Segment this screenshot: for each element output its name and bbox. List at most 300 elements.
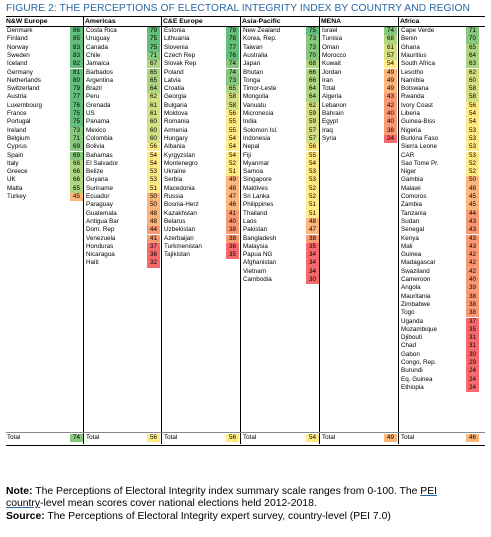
table-row [400,69,479,77]
region-total-score: 56 [147,434,160,442]
country-name: Belize [86,168,104,176]
country-name: Mauritania [401,292,431,300]
table-row [6,110,83,118]
country-name: Singapore [243,176,272,184]
table-row [321,93,397,101]
pei-score: 49 [384,85,397,93]
pei-score: 35 [226,251,239,259]
table-row [6,152,83,160]
country-name: Taiwan [243,43,263,51]
region-total-score: 56 [226,434,239,442]
pei-score: 37 [147,243,160,251]
pei-score: 43 [384,93,397,101]
country-name: Niger [401,168,417,176]
total-label: Total [322,434,336,441]
pei-score: 46 [226,201,239,209]
table-row [242,102,319,110]
table-row [163,218,239,226]
country-name: Argentina [86,76,113,84]
country-name: Costa Rica [86,27,117,34]
country-name: Micronesia [243,110,274,117]
table-row [400,110,479,118]
table-row [85,35,160,43]
pei-score: 53 [466,135,479,143]
country-name: France [7,110,27,117]
country-name: Portugal [7,118,31,126]
country-name: Kyrgyzstan [164,151,196,159]
pei-score: 54 [226,152,239,160]
country-name: Korea, Rep. [243,35,277,43]
table-row [242,152,319,160]
pei-score: 38 [226,235,239,243]
pei-score: 43 [466,235,479,243]
country-name: Rwanda [401,93,425,101]
pei-score: 24 [466,367,479,375]
country-name: Mexico [86,126,106,134]
pei-score: 67 [147,60,160,68]
table-row [400,301,479,309]
pei-score: 71 [466,27,479,35]
table-row [163,160,239,168]
country-name: Tajikistan [164,251,190,259]
pei-score: 61 [147,110,160,118]
table-row [400,251,479,259]
table-row [6,168,83,176]
table-row [400,152,479,160]
pei-score: 38 [306,235,319,243]
country-name: Uganda [401,317,424,325]
table-row [85,60,160,68]
country-name: South Africa [401,60,435,68]
table-row [163,35,239,43]
country-name: Nicaragua [86,251,115,259]
country-name: New Zealand [243,27,281,34]
country-name: Germany [7,68,33,76]
pei-score: 53 [466,127,479,135]
table-row [242,160,319,168]
country-name: Luxembourg [7,101,43,109]
note-text-3: -level mean scores cover national elections held 2012-2018. [40,498,317,510]
pei-score: 31 [466,342,479,350]
country-name: Serbia [164,176,183,184]
country-name: Tonga [243,76,261,84]
pei-score: 76 [226,52,239,60]
pei-score: 58 [226,102,239,110]
total-label: Total [401,434,415,441]
country-name: Ireland [7,126,27,134]
table-row [6,69,83,77]
country-name: Slovak Rep [164,60,197,68]
country-name: Suriname [86,184,113,192]
country-name: Spain [7,151,24,159]
pei-score: 64 [306,93,319,101]
pei-score: 75 [147,44,160,52]
pei-score: 75 [70,110,83,118]
pei-score: 79 [70,85,83,93]
pei-score: 65 [147,77,160,85]
country-name: Philippines [243,201,274,209]
pei-score: 86 [70,27,83,35]
pei-score: 43 [466,243,479,251]
pei-score: 80 [70,77,83,85]
table-row [6,193,83,201]
country-name: Guatemala [86,209,117,217]
country-name: Barbados [86,68,113,76]
country-name: Afghanistan [243,259,277,267]
pei-score: 83 [70,44,83,52]
country-name: Romania [164,118,190,126]
pei-score: 66 [306,69,319,77]
pei-score: 68 [70,160,83,168]
region-column-2 [163,17,239,432]
table-row [321,35,397,43]
table-row [85,251,160,259]
table-row [6,102,83,110]
country-name: Georgia [164,93,187,101]
table-row [400,367,479,375]
table-row [163,27,239,35]
table-row [85,193,160,201]
region-total-score: 54 [306,434,319,442]
pei-score: 61 [384,44,397,52]
table-row [85,210,160,218]
table-row [6,176,83,184]
table-row [400,35,479,43]
table-row [321,110,397,118]
country-name: Iran [322,76,333,84]
country-name: Ethiopia [401,383,424,391]
table-row [242,35,319,43]
pei-score: 24 [466,384,479,392]
pei-score: 65 [226,85,239,93]
pei-score: 51 [147,185,160,193]
country-name: Bangladesh [243,234,277,242]
total-label: Total [164,434,178,441]
pei-score: 50 [466,176,479,184]
pei-score: 85 [70,35,83,43]
note-line-2 [6,498,486,510]
region-column-5 [400,17,479,432]
pei-score: 34 [306,268,319,276]
pei-score: 60 [147,118,160,126]
country-name: Turkey [7,193,27,200]
pei-score: 77 [70,93,83,101]
country-name: Egypt [322,118,339,126]
table-row [163,210,239,218]
country-name: Guinea-Biss [401,118,436,126]
table-row [85,185,160,193]
country-name: Slovenia [164,43,189,51]
pei-score: 81 [70,69,83,77]
pei-score: 42 [466,251,479,259]
country-name: Dom. Rep [86,226,115,234]
pei-score: 37 [466,318,479,326]
pei-score: 35 [306,243,319,251]
country-name: Grenada [86,101,111,109]
country-name: Zambia [401,201,422,209]
country-name: Sri Lanka [243,193,270,200]
country-name: Antigua Bar [86,217,119,225]
country-name: Latvia [164,76,181,84]
country-name: Burundi [401,367,423,375]
country-name: Croatia [164,85,185,93]
pei-score: 53 [147,168,160,176]
table-row [321,44,397,52]
table-row [163,102,239,110]
pei-score: 79 [147,27,160,35]
pei-score: 30 [306,276,319,284]
table-row [400,201,479,209]
pei-score: 34 [306,259,319,267]
table-row [242,77,319,85]
pei-score: 48 [147,218,160,226]
country-name: CAR [401,151,415,159]
pei-score: 24 [384,135,397,143]
pei-score: 42 [466,259,479,267]
country-name: Nigeria [401,126,421,134]
pei-score: 52 [306,193,319,201]
country-name: Uzbekistan [164,226,196,234]
pei-score: 45 [70,193,83,201]
pei-score: 58 [466,85,479,93]
table-row [163,251,239,259]
pei-score: 73 [70,127,83,135]
table-row [400,218,479,226]
table-row [400,226,479,234]
table-row [163,226,239,234]
country-name: Italy [7,159,19,167]
table-row [242,127,319,135]
table-row [242,27,319,35]
country-name: Myanmar [243,159,270,167]
country-name: Benin [401,35,418,43]
country-name: Madagascar [401,259,436,267]
table-row [6,60,83,68]
table-row [400,259,479,267]
country-name: Netherlands [7,76,41,84]
country-name: Armenia [164,126,188,134]
region-column-3 [242,17,319,432]
table-row [400,318,479,326]
country-name: Solomon Isl. [243,126,278,134]
pei-score: 55 [226,118,239,126]
pei-score: 42 [384,102,397,110]
pei-score: 38 [466,309,479,317]
table-row [85,27,160,35]
pei-score: 24 [466,376,479,384]
pei-score: 51 [226,168,239,176]
table-row [85,52,160,60]
country-name: Jordan [322,68,342,76]
pei-score: 52 [226,160,239,168]
pei-score: 56 [306,143,319,151]
table-row [242,193,319,201]
pei-score: 66 [70,176,83,184]
country-name: Sao Tome Pr. [401,159,439,167]
table-row [6,93,83,101]
table-row [242,44,319,52]
country-name: Syria [322,134,337,142]
country-name: Japan [243,60,261,68]
country-name: UK [7,176,16,184]
integrity-index-table [6,16,485,446]
country-name: Djibouti [401,334,422,342]
pei-score: 64 [147,85,160,93]
pei-score: 53 [466,152,479,160]
pei-score: 49 [384,77,397,85]
table-row [163,52,239,60]
region-total-score: 46 [466,434,479,442]
pei-score: 54 [384,60,397,68]
table-row [400,351,479,359]
pei-score: 75 [70,118,83,126]
region-column-1 [85,17,160,432]
pei-score: 71 [70,135,83,143]
table-row [400,44,479,52]
table-row [242,210,319,218]
table-row [400,326,479,334]
country-name: Chile [86,51,101,59]
country-name: Ecuador [86,193,110,200]
table-row [163,118,239,126]
pei-score: 49 [384,69,397,77]
country-name: El Salvador [86,159,119,167]
table-row [85,102,160,110]
country-name: Peru [86,93,100,101]
table-row [85,160,160,168]
country-name: Mozambique [401,325,438,333]
pei-score: 51 [306,201,319,209]
pei-score: 54 [226,135,239,143]
pei-score: 52 [306,185,319,193]
pei-score: 73 [226,77,239,85]
pei-score: 77 [226,44,239,52]
country-name: Algeria [322,93,342,101]
country-name: Israel [322,27,338,34]
pei-score: 51 [306,210,319,218]
country-name: Comoros [401,193,427,200]
pei-score: 56 [226,110,239,118]
table-row [242,118,319,126]
country-name: Albania [164,143,186,151]
country-name: Switzerland [7,85,40,93]
country-name: Lithuania [164,35,190,43]
country-name: Gambia [401,176,424,184]
region-header: Africa [400,18,420,25]
table-row [400,27,479,35]
region-header: Asia-Pacific [242,18,281,25]
note-pei: PEI [420,486,438,497]
country-name: Australia [243,51,268,59]
pei-score: 62 [147,93,160,101]
table-row [85,110,160,118]
country-name: Congo, Rep. [401,359,437,366]
pei-score: 39 [466,284,479,292]
country-name: Chad [401,342,417,350]
table-row [85,168,160,176]
pei-score: 56 [147,143,160,151]
country-name: Poland [164,68,184,76]
table-row [163,110,239,118]
pei-score: 83 [70,52,83,60]
total-label: Total [243,434,257,441]
pei-score: 41 [147,235,160,243]
country-name: Paraguay [86,201,113,209]
pei-score: 73 [306,35,319,43]
country-name: Timor-Leste [243,85,277,93]
pei-score: 54 [466,118,479,126]
country-name: Jamaica [86,60,110,68]
pei-score: 48 [466,185,479,193]
country-name: Nepal [243,143,260,151]
country-name: Gabon [401,350,420,358]
table-row [400,342,479,350]
table-row [6,44,83,52]
pei-score: 70 [306,52,319,60]
pei-score: 44 [147,226,160,234]
table-row [163,44,239,52]
region-header: N&W Europe [6,18,48,25]
pei-score: 43 [466,218,479,226]
pei-score: 74 [226,60,239,68]
country-name: Venezuela [86,234,116,242]
country-name: Malaysia [243,242,268,250]
pei-score: 74 [384,27,397,35]
pei-score: 60 [147,127,160,135]
country-name: Azerbaijan [164,234,194,242]
pei-score: 49 [226,176,239,184]
pei-score: 41 [226,210,239,218]
country-name: Fiji [243,151,252,159]
country-name: Montenegro [164,159,198,167]
table-row [400,135,479,143]
table-row [400,284,479,292]
country-name: Sweden [7,51,30,59]
column-separator [83,17,84,444]
table-row [6,143,83,151]
country-name: Bosnia-Herz [164,201,199,209]
country-name: Canada [86,43,109,51]
country-name: Uruguay [86,35,110,43]
pei-score: 54 [147,160,160,168]
country-name: Zimbabwe [401,300,431,308]
country-name: Iraq [322,126,333,134]
table-row [321,118,397,126]
table-row [400,293,479,301]
table-row [242,268,319,276]
country-name: Pakistan [243,226,268,234]
pei-score: 75 [147,35,160,43]
pei-score: 42 [466,268,479,276]
pei-score: 47 [226,193,239,201]
country-name: Namibia [401,76,425,84]
table-row [6,185,83,193]
table-row [242,168,319,176]
table-row [321,60,397,68]
table-row [400,118,479,126]
table-row [400,102,479,110]
table-row [400,185,479,193]
pei-score: 58 [226,93,239,101]
pei-score: 53 [306,176,319,184]
table-row [85,176,160,184]
total-label: Total [86,434,100,441]
pei-score: 79 [226,27,239,35]
country-name: Guyana [86,176,109,184]
pei-score: 52 [466,160,479,168]
country-name: Swaziland [401,267,430,275]
pei-score: 40 [384,110,397,118]
